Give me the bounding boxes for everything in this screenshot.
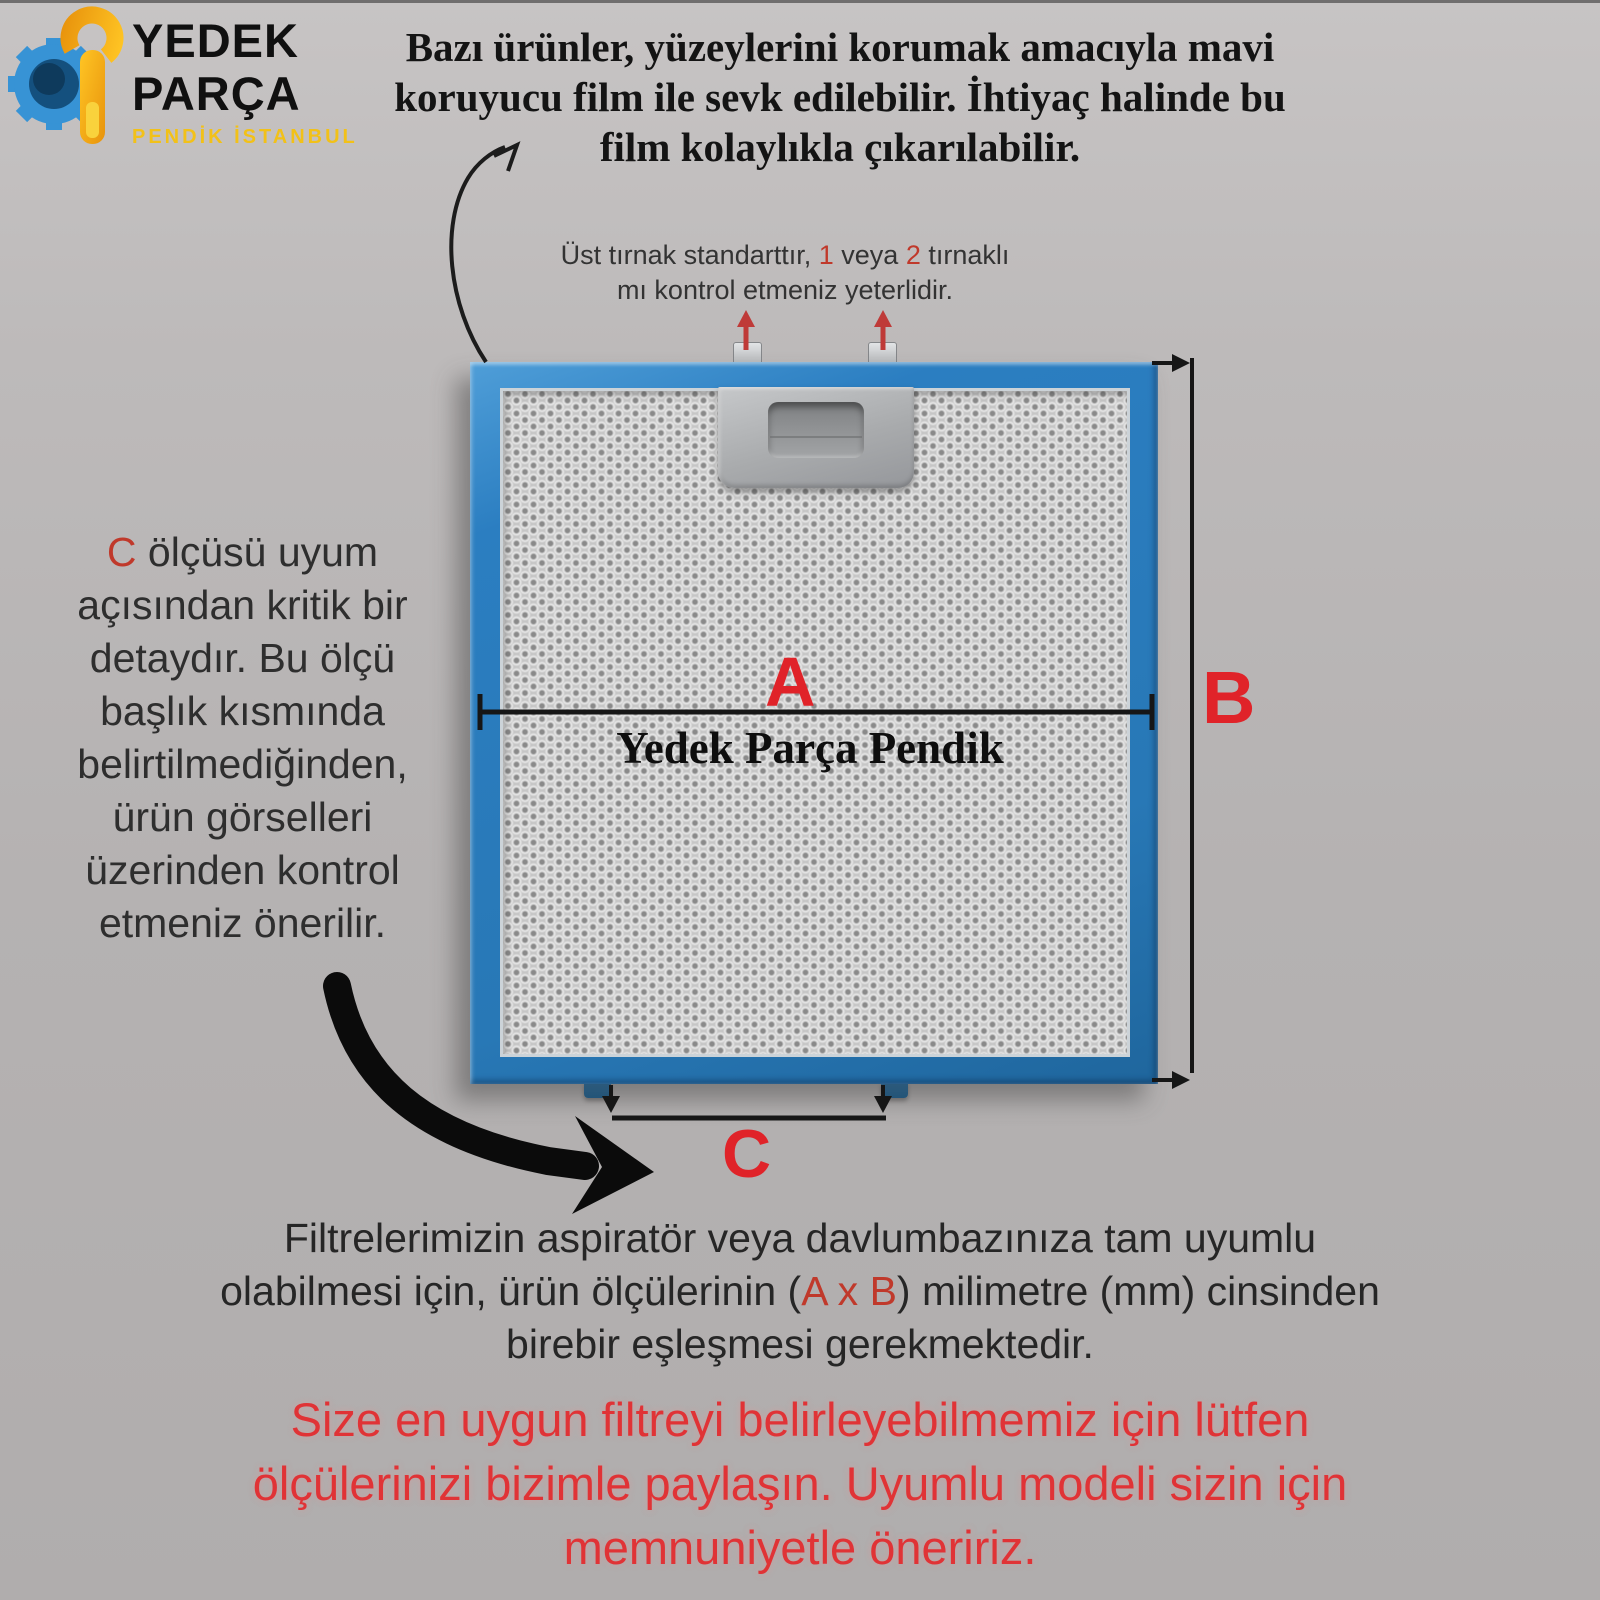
c-note-line7: üzerinden kontrol: [85, 847, 400, 893]
dimension-c-arrowhead-left: [602, 1096, 620, 1113]
image-top-border: [0, 0, 1600, 3]
contact-cta-note: [60, 1388, 1540, 1580]
dimension-label-a: A: [765, 643, 816, 721]
dimension-b-arrowhead-top: [1172, 354, 1190, 372]
c-note-line2: açısından kritik bir: [77, 582, 408, 628]
tab-note-post: tırnaklı: [920, 240, 1010, 270]
gear-wrench-icon: [8, 6, 130, 158]
logo-subtitle: PENDİK İSTANBUL: [132, 126, 358, 148]
tab-note-number-2: 2: [905, 240, 921, 270]
c-note-line4: başlık kısmında: [100, 688, 385, 734]
c-note-line3: detaydır. Bu ölçü: [89, 635, 396, 681]
filter-bottom-tab-left: [584, 1082, 611, 1098]
top-tab-note: [485, 238, 1085, 308]
tab-note-line2: mı kontrol etmeniz yeterlidir.: [616, 275, 954, 305]
dimension-label-b: B: [1202, 656, 1256, 739]
c-note-line8: etmeniz önerilir.: [98, 900, 387, 946]
logo-title-line1: YEDEK: [132, 14, 299, 67]
tab-note-pre: Üst tırnak standarttır,: [560, 240, 819, 270]
film-note-line3: film kolaylıkla çıkarılabilir.: [599, 124, 1081, 170]
tab-note-line1: [485, 238, 1085, 273]
measurement-note-line3: birebir eşleşmesi gerekmektedir.: [506, 1321, 1094, 1367]
c-note-letter-c: C: [106, 529, 137, 575]
dimension-b-arrowhead-bottom: [1172, 1071, 1190, 1089]
filter-watermark-text: Yedek Parça Pendik: [616, 723, 1004, 773]
tab-pointer-arrowhead-left: [737, 310, 755, 327]
protective-film-note: [340, 22, 1340, 172]
big-swoosh-arrowhead: [572, 1116, 654, 1214]
cta-line3: memnuniyetle öneririz.: [563, 1521, 1037, 1574]
measurement-note-line2: [60, 1265, 1540, 1318]
film-note-line1: Bazı ürünler, yüzeylerini korumak amacıyla mavi: [405, 24, 1275, 70]
cta-line2: ölçülerinizi bizimle paylaşın. Uyumlu modeli sizin için: [252, 1457, 1348, 1510]
filter-handle: [718, 387, 914, 488]
c-note-line1-rest: ölçüsü uyum: [136, 529, 379, 575]
tab-note-mid: veya: [833, 240, 906, 270]
dimension-label-c: C: [722, 1116, 772, 1192]
c-note-line5: belirtilmediğinden,: [77, 741, 408, 787]
dimension-c-arrowhead-right: [874, 1096, 892, 1113]
measurement-note-line1: Filtrelerimizin aspiratör veya davlumbazınıza tam uyumlu: [283, 1215, 1317, 1261]
measurement-note-line2-pre: olabilmesi için, ürün ölçülerinin (: [220, 1268, 802, 1314]
tab-pointer-arrowhead-right: [874, 310, 892, 327]
c-note-line6: ürün görselleri: [112, 794, 373, 840]
c-note-line1: [25, 526, 460, 579]
tab-note-number-1: 1: [818, 240, 834, 270]
measurement-match-note: [60, 1212, 1540, 1371]
filter-handle-recess: [768, 402, 864, 458]
measurement-note-line2-post: ) milimetre (mm) cinsinden: [896, 1268, 1380, 1314]
cta-line1: Size en uygun filtreyi belirleyebilmemiz için lütfen: [290, 1393, 1310, 1446]
logo-title-line2: PARÇA: [132, 67, 301, 120]
measurement-note-axb: A x B: [801, 1268, 897, 1314]
film-note-line2: koruyucu film ile sevk edilebilir. İhtiyaç halinde bu: [394, 74, 1286, 120]
c-dimension-note: [25, 526, 460, 950]
filter-bottom-tab-right: [881, 1082, 908, 1098]
